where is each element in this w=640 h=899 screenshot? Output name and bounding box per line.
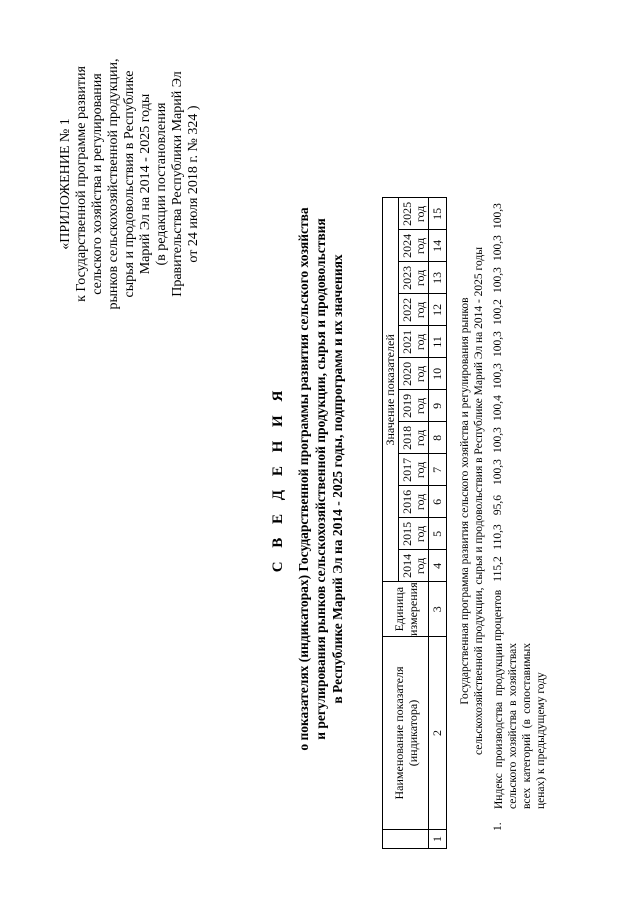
row-value: 100,2 [492,299,504,325]
appendix-header [58,29,202,339]
appendix-line: сырья и продовольствия в Республике [122,70,137,298]
appendix-line: сельского хозяйства и регулирования [90,73,105,295]
indicators-table [382,197,447,849]
header-year: 2020 год [399,358,429,390]
header-unit: Единица измерения [383,582,429,637]
column-number: 11 [429,326,447,358]
column-number: 14 [429,230,447,262]
section-line: Государственная программа развития сельского хозяйства и регулирования рынков [459,297,471,705]
appendix-line: к Государственной программе развития [74,66,89,302]
column-number: 6 [429,486,447,518]
column-number: 9 [429,390,447,422]
header-year: 2015 год [399,518,429,550]
title-heading: С В Е Д Е Н И Я [270,385,286,573]
row-value: 100,3 [492,427,504,453]
appendix-line: (в редакции постановления [154,102,169,266]
appendix-line: от 24 июля 2018 г. № 324 ) [186,105,201,263]
row-value: 100,3 [492,203,504,229]
row-value: 100,3 [492,331,504,357]
title-line: и регулирования рынков сельскохозяйственной продукции, сырья и продовольствия [313,218,328,740]
section-heading [458,241,486,761]
row-value: 100,3 [492,459,504,485]
document-title [270,149,346,809]
header-year: 2021 год [399,326,429,358]
table-row [492,0,632,899]
row-value: 110,3 [492,524,504,550]
column-number: 15 [429,198,447,230]
header-values: Значение показателей [383,198,399,582]
column-number: 4 [429,550,447,582]
appendix-line: Правительства Республики Марий Эл [170,71,185,297]
header-year: 2014 год [399,550,429,582]
column-number: 2 [429,637,447,830]
column-number: 8 [429,422,447,454]
column-number: 12 [429,294,447,326]
row-indicator-name: Индекс производства продукции сельского хозяйства в хозяйствах всех категорий (в сопоставимых ценах) к предыдущему году [493,643,547,809]
title-line: в Республике Марий Эл на 2014 - 2025 годы, подпрограмм и их значениях [330,254,345,704]
title-line: о показателях (индикаторах) Государственной программы развития сельского хозяйства [296,207,311,751]
header-year: 2023 год [399,262,429,294]
row-value: 100,3 [492,267,504,293]
column-number: 7 [429,454,447,486]
header-year: 2024 год [399,230,429,262]
header-number-cell [383,830,429,849]
header-year: 2016 год [399,486,429,518]
row-number: 1. [492,822,504,831]
row-value: 115,2 [492,556,504,582]
row-value: 95,6 [492,494,504,516]
column-number: 13 [429,262,447,294]
appendix-line: рынков сельскохозяйственной продукции, [106,58,121,310]
row-value: 100,3 [492,235,504,261]
appendix-line: Марий Эл на 2014 - 2025 годы [138,93,153,275]
column-number: 10 [429,358,447,390]
header-year: 2019 год [399,390,429,422]
column-number: 1 [429,830,447,849]
header-year: 2025 год [399,198,429,230]
row-value: 100,4 [492,395,504,421]
header-year: 2017 год [399,454,429,486]
row-unit: процентов [492,589,504,641]
header-indicator: Наименование показателя (индикатора) [383,637,429,830]
row-value: 100,3 [492,363,504,389]
section-line: сельскохозяйственной продукции, сырья и продовольствия в Республике Марий Эл на 2014 - 2025 годы [473,247,485,755]
column-number: 5 [429,518,447,550]
appendix-line: «ПРИЛОЖЕНИЕ № 1 [58,118,73,250]
column-number: 3 [429,582,447,637]
header-year: 2022 год [399,294,429,326]
header-year: 2018 год [399,422,429,454]
